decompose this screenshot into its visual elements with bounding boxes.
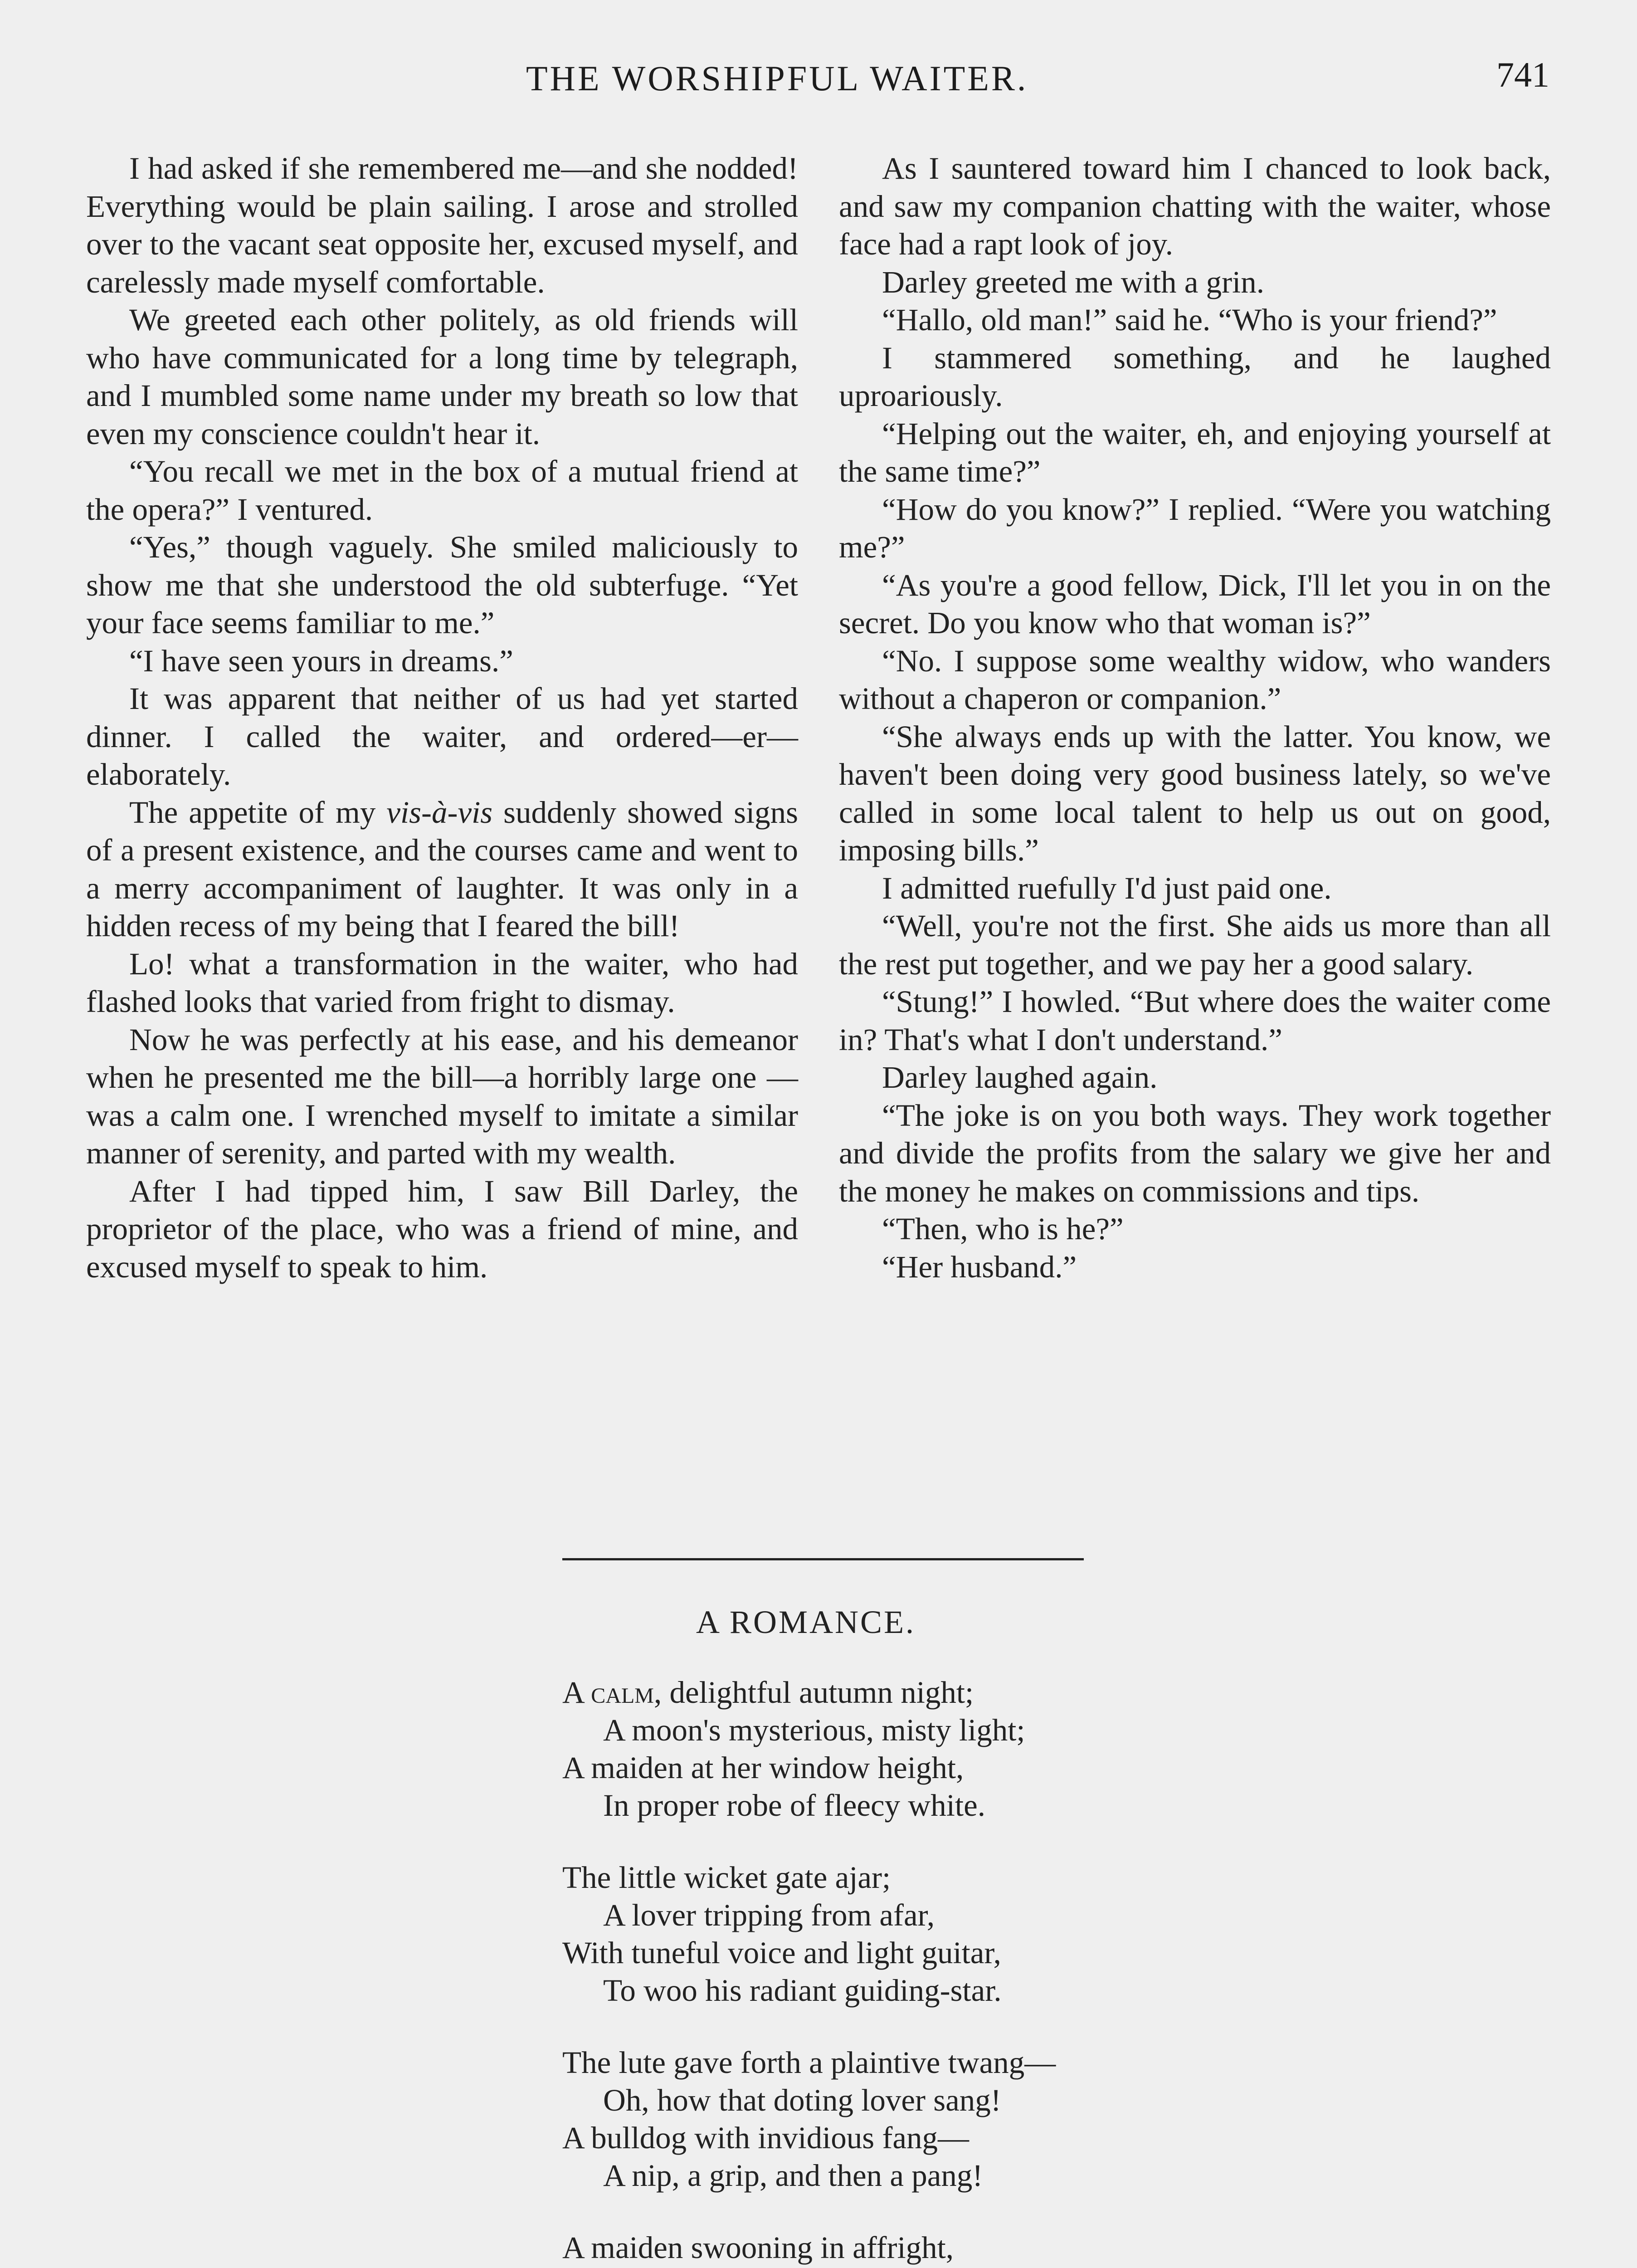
poem-line: A moon's mysterious, misty light; bbox=[603, 1713, 1025, 1747]
stanza bbox=[562, 2229, 1333, 2268]
paragraph: “Hallo, old man!” said he. “Who is your friend?” bbox=[882, 303, 1497, 337]
stanza bbox=[562, 1859, 1333, 2009]
paragraph: “Then, who is he?” bbox=[882, 1212, 1124, 1246]
paragraph: “You recall we met in the box of a mutual friend at the opera?” I ventured. bbox=[86, 454, 798, 527]
paragraph: The appetite of my vis-à-vis suddenly showed signs of a present existence, and the courses came and went to a merry accompaniment of laughter. It was only in a hidden recess of my being that I feared the bill! bbox=[86, 795, 798, 943]
poem-line: A lover tripping from afar, bbox=[603, 1898, 935, 1932]
paragraph: “Helping out the waiter, eh, and enjoying yourself at the same time?” bbox=[839, 416, 1551, 489]
poem-body bbox=[562, 1674, 1333, 2268]
poem-line: The little wicket gate ajar; bbox=[562, 1860, 891, 1895]
first-word: A bbox=[562, 1675, 584, 1710]
paragraph: “As you're a good fellow, Dick, I'll let you in on the secret. Do you know who that woman is?” bbox=[839, 567, 1551, 640]
stanza bbox=[562, 1674, 1333, 1824]
paragraph: After I had tipped him, I saw Bill Darley, the proprietor of the place, who was a friend of mine, and excused myself to speak to him. bbox=[86, 1173, 798, 1284]
paragraph: “No. I suppose some wealthy widow, who wanders without a chaperon or companion.” bbox=[839, 643, 1551, 716]
paragraph: Darley greeted me with a grin. bbox=[882, 264, 1264, 299]
section-divider bbox=[562, 1558, 1084, 1560]
paragraph: “Well, you're not the first. She aids us more than all the rest put together, and we pay her a good salary. bbox=[839, 909, 1551, 981]
paragraph: As I sauntered toward him I chanced to look back, and saw my companion chatting with the waiter, whose face had a rapt look of joy. bbox=[839, 151, 1551, 261]
story-right-column bbox=[839, 150, 1551, 1286]
italic-phrase: vis-à-vis bbox=[386, 795, 493, 830]
poem-line: The lute gave forth a plaintive twang— bbox=[562, 2045, 1056, 2080]
poem-line: In proper robe of fleecy white. bbox=[603, 1788, 985, 1823]
paragraph: “She always ends up with the latter. You know, we haven't been doing very good business lately, so we've called in some local talent to help us out on good, imposing bills.” bbox=[839, 719, 1551, 867]
small-caps-word: calm bbox=[591, 1675, 654, 1710]
paragraph: I had asked if she remembered me—and she nodded! Everything would be plain sailing. I arose and strolled over to the vacant seat opposite her, excused myself, and carelessly made myself comfortable. bbox=[86, 151, 798, 299]
poem-line: To woo his radiant guiding-star. bbox=[603, 1973, 1002, 2008]
paragraph: “The joke is on you both ways. They work together and divide the profits from the salary we give her and the money he makes on commissions and tips. bbox=[839, 1098, 1551, 1208]
poem-title: A ROMANCE. bbox=[696, 1604, 916, 1640]
paragraph: Lo! what a transformation in the waiter, who had flashed looks that varied from fright to dismay. bbox=[86, 946, 798, 1019]
story-left-column bbox=[86, 150, 798, 1286]
line-rest: , delightful autumn night; bbox=[653, 1675, 974, 1710]
paragraph: “Yes,” though vaguely. She smiled maliciously to show me that she understood the old subterfuge. “Yet your face seems familiar to me.” bbox=[86, 530, 798, 640]
paragraph: “Her husband.” bbox=[882, 1249, 1077, 1284]
paragraph: We greeted each other politely, as old friends will who have communicated for a long time by telegraph, and I mumbled some name under my breath so low that even my conscience couldn't hear it. bbox=[86, 303, 798, 451]
poem-line: A bulldog with invidious fang— bbox=[562, 2121, 969, 2155]
stanza bbox=[562, 2044, 1333, 2195]
paragraph: It was apparent that neither of us had yet started dinner. I called the waiter, and ordered—er—elaborately. bbox=[86, 681, 798, 792]
paragraph: Darley laughed again. bbox=[882, 1060, 1158, 1095]
paragraph: “Stung!” I howled. “But where does the waiter come in? That's what I don't understand.” bbox=[839, 984, 1551, 1057]
paragraph: I stammered something, and he laughed uproariously. bbox=[839, 340, 1551, 413]
poem-line: A maiden at her window height, bbox=[562, 1750, 964, 1785]
paragraph: “How do you know?” I replied. “Were you watching me?” bbox=[839, 492, 1551, 564]
poem-line: A maiden swooning in affright, bbox=[562, 2230, 954, 2265]
poem-line: Oh, how that doting lover sang! bbox=[603, 2083, 1001, 2117]
running-head: THE WORSHIPFUL WAITER. bbox=[526, 59, 1028, 98]
paragraph: Now he was perfectly at his ease, and his demeanor when he presented me the bill—a horribly large one — was a calm one. I wrenched myself to imitate a similar manner of serenity, and parted with my wealth. bbox=[86, 1022, 798, 1170]
poem-line: A nip, a grip, and then a pang! bbox=[603, 2158, 983, 2193]
page-number: 741 bbox=[1496, 55, 1549, 94]
poem-line: With tuneful voice and light guitar, bbox=[562, 1936, 1001, 1970]
paragraph: I admitted ruefully I'd just paid one. bbox=[882, 870, 1332, 905]
paragraph: “I have seen yours in dreams.” bbox=[129, 643, 513, 678]
poem-line bbox=[562, 1674, 1333, 1711]
